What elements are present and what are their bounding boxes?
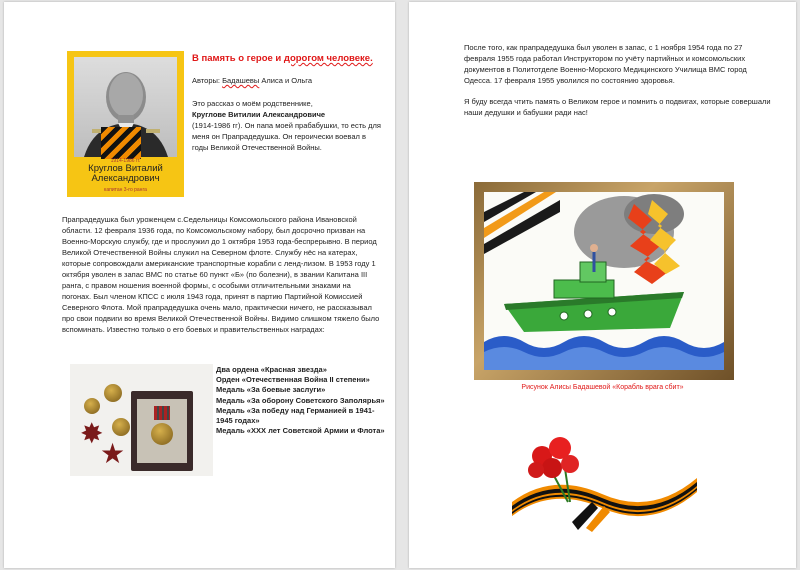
award-item: Медаль «За боевые заслуги» (216, 385, 326, 395)
medals-photo (70, 364, 213, 476)
award-item: Медаль «XXX лет Советской Армии и Флота» (216, 426, 385, 436)
page-2 (409, 2, 796, 568)
framed-drawing (474, 182, 734, 380)
framed-medal-icon (151, 423, 173, 445)
intro-paragraph: Это рассказ о моём родственнике, Круглове Витилии Александровиче (1914-1986 гг). Он папа моей прабабушки, то есть для меня он Прапрадедушка. Он героически воевал в годы Великой Отечественной Войны. (192, 99, 381, 152)
biography-paragraph: Прапрадедушка был уроженцем с.Седельницы Комсомольского района Ивановской области. 12 февраля 1936 года, по Комсомольскому набору, был досрочно призван на Военно-Морскую службу, где и прослужил до 1 октября 1953 года-беспрерывно. В период Великой Отечественной Войны служил на Северном флоте. Службу нёс на катерах, которые сопровождали американские транспортные корабли с ленд-лизом. В 1953 году 1 октября уволен в запас ВМС по статье 60 пункт «Б» (по болезни), в звании Капитана III ранга, с правом ношения военной формы, с особыми отличительными знаками на погонах. Был членом КПСС с июля 1943 года, принят в партию Партийной Комиссией Северного Флота. Мой прапрадедушка очень мало, практически ничего, не рассказывал про свои подвиги во время Великой Отечественной Войны. Видимо слишком тяжело было вспоминать. Известно только о его боевых и правительственных наградах: (62, 215, 380, 334)
document-title: В память о герое и дорогом человеке. (192, 53, 373, 64)
medal-ribbon-icon (154, 406, 170, 420)
medal-icon (104, 384, 122, 402)
red-star-icon: ★ (100, 438, 126, 469)
page2-text (464, 42, 774, 128)
st-george-ribbon-icon (101, 127, 141, 159)
carnations-and-ribbon-image (512, 432, 697, 532)
award-item: Орден «Отечественная Война II степени» (216, 375, 370, 385)
portrait-years: 1914-1986 гг. (110, 158, 141, 164)
award-item: Два ордена «Красная звезда» (216, 365, 327, 374)
ship-drawing-image (484, 192, 724, 370)
medal-frame (131, 391, 193, 471)
awards-list (216, 365, 386, 436)
award-item: Медаль «За победу над Германией в 1941-1945 годах» (216, 405, 375, 426)
order-star-icon: ✸ (80, 418, 104, 449)
memory-paragraph: Я буду всегда чтить память о Великом герое и помнить о подвигах, которые совершали наши дедушки и бабушки ради нас! (464, 97, 771, 117)
portrait-name: Круглов Виталий Александрович (88, 163, 163, 184)
authors-line: Авторы: Бадашевы Алиса и Ольга (192, 76, 313, 85)
portrait-rank: капитан 3-го ранга (104, 187, 147, 193)
medal-icon (84, 398, 100, 414)
postwar-paragraph: После того, как прапрадедушка был уволен в запас, с 1 ноября 1954 года по 27 февраля 1955 года работал Инструктором по учёту партийных и комсомольских документов в Политотделе Военно-Морского Медицинского Училища ВМС город Одесса. 17 февраля 1955 уволился по состоянию здоровья. (464, 43, 747, 85)
drawing-caption: Рисунок Алисы Бадашевой «Корабль врага сбит» (521, 384, 684, 391)
portrait-card (67, 51, 184, 197)
award-item: Медаль «За оборону Советского Заполярья» (216, 395, 385, 405)
page-1 (4, 2, 395, 568)
medal-icon (112, 418, 130, 436)
